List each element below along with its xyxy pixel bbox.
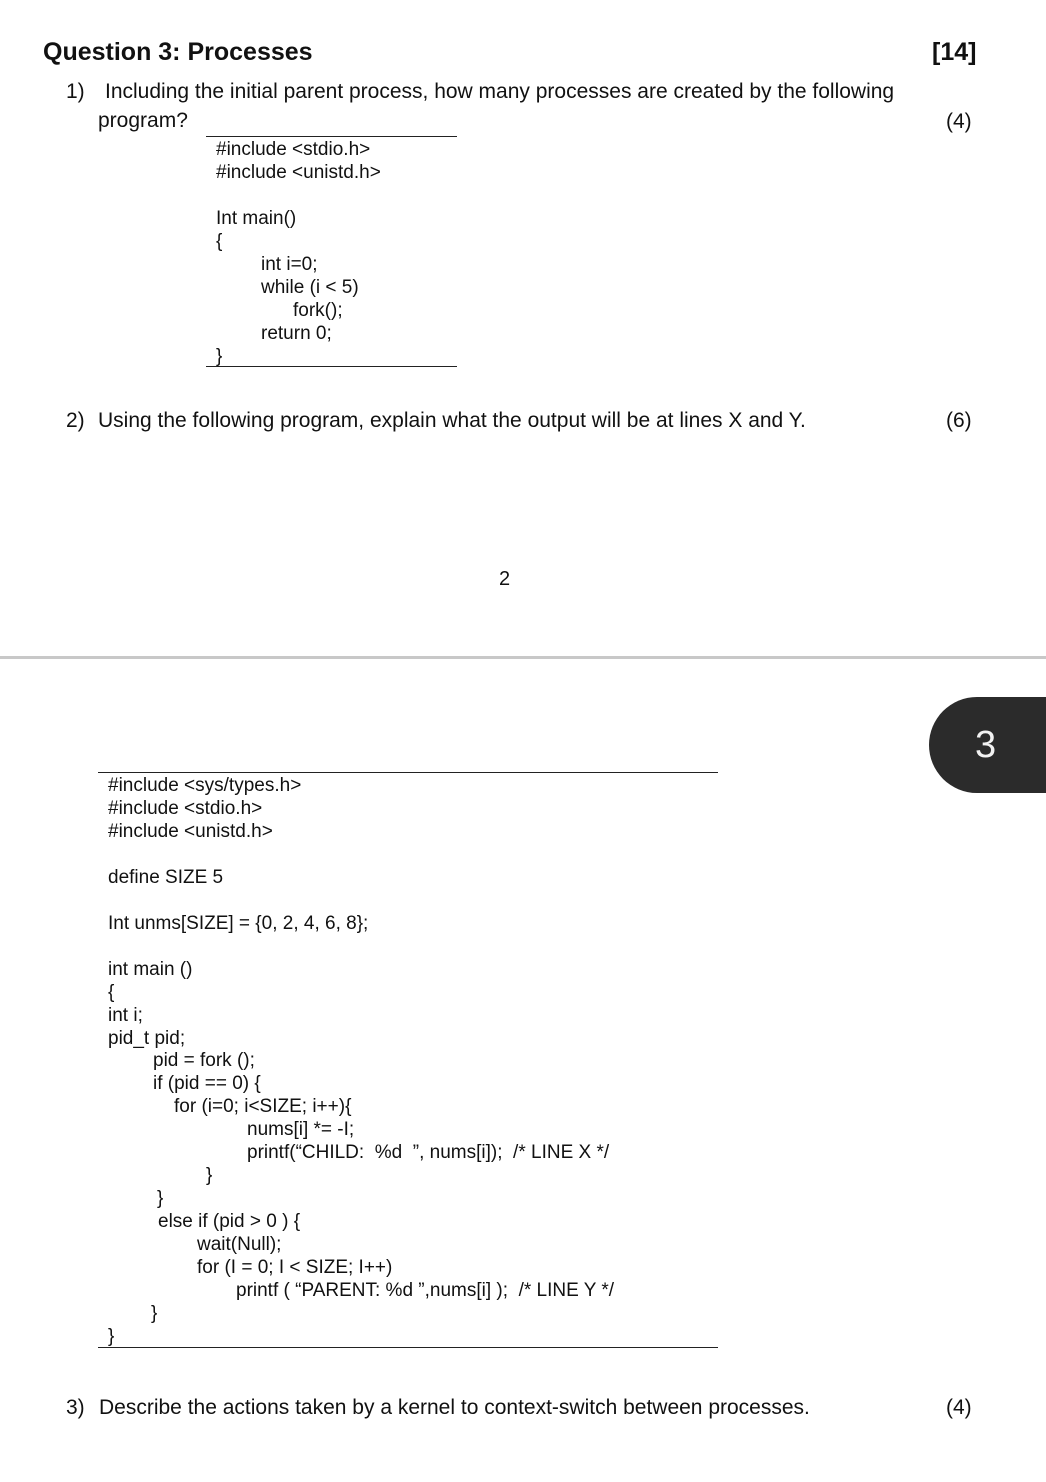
code-line: int main () [108,959,193,980]
code-line: return 0; [261,323,332,344]
total-marks: [14] [932,38,977,66]
code-line: pid = fork (); [153,1050,255,1071]
code-line: while (i < 5) [261,277,359,298]
q3-marks: (4) [946,1396,972,1419]
code-line: wait(Null); [197,1234,282,1255]
code-line: else if (pid > 0 ) { [158,1211,301,1232]
code-line: Int unms[SIZE] = {0, 2, 4, 6, 8}; [108,913,369,934]
code-line: for (I = 0; I < SIZE; I++) [197,1257,393,1278]
code-line: } [151,1303,158,1324]
q2-code-top-rule [98,772,718,773]
q1-number: 1) [66,80,85,103]
current-page-number: 3 [975,724,997,766]
code-line: int i=0; [261,254,318,275]
page-separator [0,656,1046,659]
code-line: } [216,346,223,367]
code-line: define SIZE 5 [108,867,224,888]
code-line: for (i=0; i<SIZE; i++){ [174,1096,352,1117]
q2-marks: (6) [946,409,972,432]
code-line: #include <stdio.h> [216,139,371,160]
current-page-badge [929,697,1046,793]
q1-marks: (4) [946,110,972,133]
q1-text-line1: Including the initial parent process, how many processes are created by the following [105,80,895,103]
q2-text: Using the following program, explain what the output will be at lines X and Y. [98,409,806,432]
code-line: pid_t pid; [108,1028,186,1049]
code-line: #include <unistd.h> [108,821,273,842]
q2-code-bottom-rule [98,1347,718,1348]
code-line: nums[i] *= -I; [247,1119,355,1140]
code-line: fork(); [293,300,343,321]
code-line: { [108,982,115,1003]
code-line: } [108,1326,115,1347]
code-line: int i; [108,1005,143,1026]
q1-code-top-rule [206,136,457,137]
code-line: printf(“CHILD: %d ”, nums[i]); /* LINE X */ [247,1142,610,1163]
code-line: } [206,1165,213,1186]
code-line: if (pid == 0) { [153,1073,261,1094]
code-line: Int main() [216,208,297,229]
q1-code-bottom-rule [206,366,457,367]
code-line: printf ( “PARENT: %d ”,nums[i] ); /* LINE Y */ [236,1280,614,1301]
code-line: { [216,231,223,252]
q2-number: 2) [66,409,85,432]
code-line: #include <sys/types.h> [108,775,302,796]
q3-number: 3) [66,1396,85,1419]
q3-text: Describe the actions taken by a kernel to context-switch between processes. [99,1396,810,1419]
page-number: 2 [499,568,511,590]
code-line: } [157,1188,164,1209]
question-title: Question 3: Processes [43,38,313,66]
code-line: #include <stdio.h> [108,798,263,819]
q1-text-line2: program? [98,109,188,132]
code-line: #include <unistd.h> [216,162,381,183]
